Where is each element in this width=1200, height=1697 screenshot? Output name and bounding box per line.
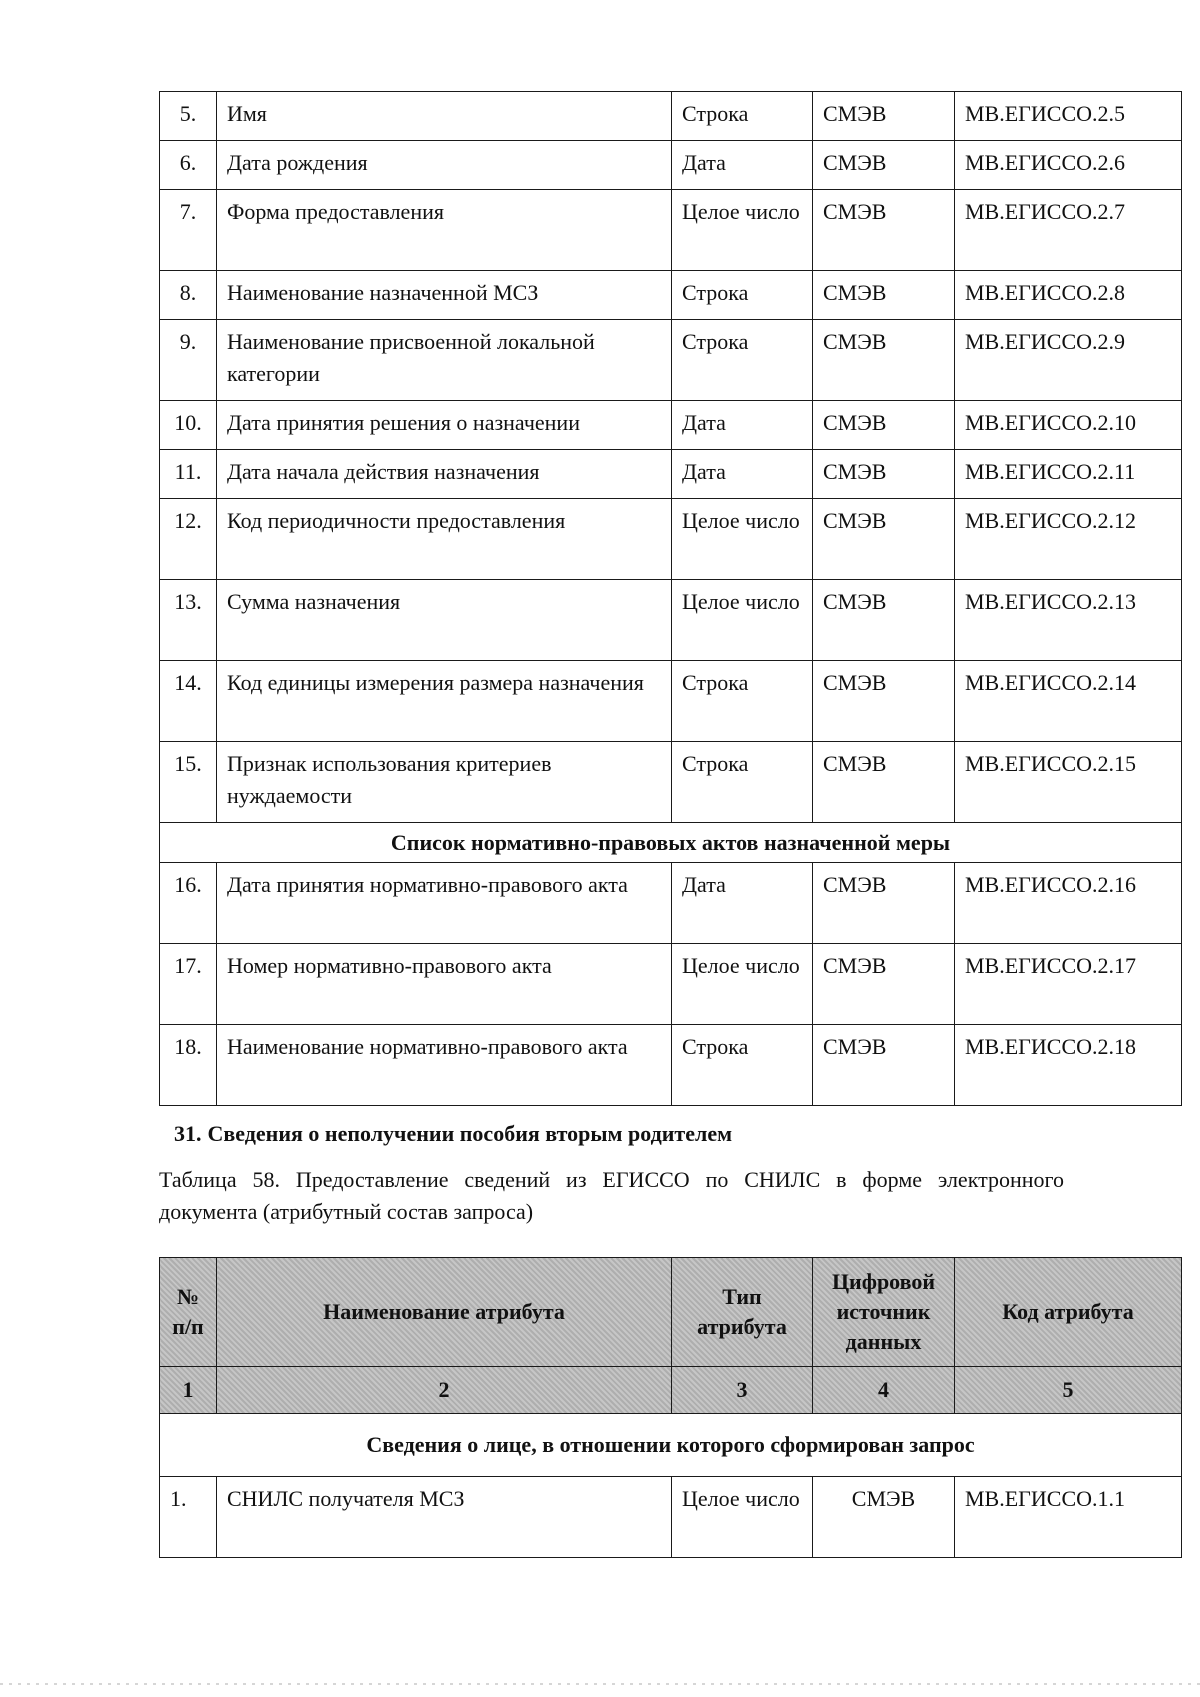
attribute-code: МВ.ЕГИССО.2.6 bbox=[955, 141, 1182, 190]
data-source: СМЭВ bbox=[813, 320, 955, 401]
attribute-code: МВ.ЕГИССО.2.5 bbox=[955, 92, 1182, 141]
table-row bbox=[160, 661, 1182, 742]
data-source: СМЭВ bbox=[813, 580, 955, 661]
table-row bbox=[160, 944, 1182, 1025]
attribute-name: Номер нормативно-правового акта bbox=[217, 944, 672, 1025]
table-row bbox=[160, 863, 1182, 944]
table-row bbox=[160, 141, 1182, 190]
attribute-name: Дата принятия нормативно-правового акта bbox=[217, 863, 672, 944]
data-source: СМЭВ bbox=[813, 499, 955, 580]
table-row bbox=[160, 450, 1182, 499]
table-row bbox=[160, 580, 1182, 661]
row-number: 8. bbox=[160, 271, 217, 320]
attribute-name: Код единицы измерения размера назначения bbox=[217, 661, 672, 742]
attribute-name: Наименование назначенной МСЗ bbox=[217, 271, 672, 320]
data-source: СМЭВ bbox=[813, 863, 955, 944]
table-row bbox=[160, 742, 1182, 823]
table-header-row bbox=[160, 1258, 1182, 1367]
table-caption-line-1: Таблица 58. Предоставление сведений из ЕГИССО по СНИЛС в форме электронного bbox=[159, 1167, 1064, 1192]
section-number: 31. bbox=[174, 1121, 202, 1146]
attribute-type: Целое число bbox=[672, 944, 813, 1025]
attribute-code: МВ.ЕГИССО.2.16 bbox=[955, 863, 1182, 944]
row-number: 6. bbox=[160, 141, 217, 190]
row-number: 11. bbox=[160, 450, 217, 499]
attribute-code: МВ.ЕГИССО.2.14 bbox=[955, 661, 1182, 742]
data-source: СМЭВ bbox=[813, 450, 955, 499]
section-heading bbox=[174, 1119, 732, 1149]
attribute-name: Признак использования критериев нуждаемости bbox=[217, 742, 672, 823]
attribute-code: МВ.ЕГИССО.2.15 bbox=[955, 742, 1182, 823]
attribute-name: Имя bbox=[217, 92, 672, 141]
row-number: 5. bbox=[160, 92, 217, 141]
attribute-code: МВ.ЕГИССО.2.11 bbox=[955, 450, 1182, 499]
data-source: СМЭВ bbox=[813, 141, 955, 190]
attribute-name: Форма предоставления bbox=[217, 190, 672, 271]
row-number: 9. bbox=[160, 320, 217, 401]
row-number: 16. bbox=[160, 863, 217, 944]
attribute-name: СНИЛС получателя МСЗ bbox=[217, 1477, 672, 1558]
table-caption-line-2: документа (атрибутный состав запроса) bbox=[159, 1199, 534, 1224]
table-row bbox=[160, 499, 1182, 580]
section-title: Сведения о лице, в отношении которого сформирован запрос bbox=[160, 1414, 1182, 1477]
table-row bbox=[160, 1477, 1182, 1558]
data-source: СМЭВ bbox=[813, 944, 955, 1025]
attribute-type: Дата bbox=[672, 863, 813, 944]
table-header-numbers-row bbox=[160, 1367, 1182, 1414]
attribute-type: Строка bbox=[672, 661, 813, 742]
row-number: 13. bbox=[160, 580, 217, 661]
attribute-type: Целое число bbox=[672, 499, 813, 580]
attribute-code: МВ.ЕГИССО.1.1 bbox=[955, 1477, 1182, 1558]
table-row bbox=[160, 320, 1182, 401]
attribute-type: Дата bbox=[672, 450, 813, 499]
attribute-type: Строка bbox=[672, 742, 813, 823]
table-row bbox=[160, 190, 1182, 271]
attribute-name: Сумма назначения bbox=[217, 580, 672, 661]
header-attribute-type: Тип атрибута bbox=[672, 1258, 813, 1367]
attribute-name: Наименование нормативно-правового акта bbox=[217, 1025, 672, 1106]
attribute-name: Дата рождения bbox=[217, 141, 672, 190]
attributes-table-continued bbox=[159, 91, 1182, 1106]
attribute-name: Код периодичности предоставления bbox=[217, 499, 672, 580]
row-number: 12. bbox=[160, 499, 217, 580]
table-row bbox=[160, 271, 1182, 320]
row-number: 10. bbox=[160, 401, 217, 450]
row-number: 18. bbox=[160, 1025, 217, 1106]
data-source: СМЭВ bbox=[813, 271, 955, 320]
table-section-row bbox=[160, 823, 1182, 863]
data-source: СМЭВ bbox=[813, 742, 955, 823]
row-number: 17. bbox=[160, 944, 217, 1025]
scan-edge-line bbox=[0, 1683, 1200, 1685]
attribute-name: Наименование присвоенной локальной категории bbox=[217, 320, 672, 401]
attribute-code: МВ.ЕГИССО.2.18 bbox=[955, 1025, 1182, 1106]
row-number: 7. bbox=[160, 190, 217, 271]
attribute-type: Строка bbox=[672, 92, 813, 141]
header-attribute-code: Код атрибута bbox=[955, 1258, 1182, 1367]
section-title: Список нормативно-правовых актов назначенной меры bbox=[160, 823, 1182, 863]
attribute-type: Строка bbox=[672, 1025, 813, 1106]
attribute-name: Дата принятия решения о назначении bbox=[217, 401, 672, 450]
request-attributes-table bbox=[159, 1257, 1182, 1558]
header-attribute-name: Наименование атрибута bbox=[217, 1258, 672, 1367]
attribute-name: Дата начала действия назначения bbox=[217, 450, 672, 499]
section-heading-text: Сведения о неполучении пособия вторым родителем bbox=[207, 1121, 733, 1146]
attribute-type: Целое число bbox=[672, 190, 813, 271]
attribute-type: Дата bbox=[672, 401, 813, 450]
data-source: СМЭВ bbox=[813, 190, 955, 271]
table-caption bbox=[159, 1164, 1064, 1228]
header-row-number: № п/п bbox=[160, 1258, 217, 1367]
header-number-cell: 5 bbox=[955, 1367, 1182, 1414]
attribute-code: МВ.ЕГИССО.2.9 bbox=[955, 320, 1182, 401]
attribute-code: МВ.ЕГИССО.2.13 bbox=[955, 580, 1182, 661]
table-row bbox=[160, 1025, 1182, 1106]
row-number: 1. bbox=[160, 1477, 217, 1558]
header-number-cell: 2 bbox=[217, 1367, 672, 1414]
attribute-code: МВ.ЕГИССО.2.10 bbox=[955, 401, 1182, 450]
attribute-code: МВ.ЕГИССО.2.17 bbox=[955, 944, 1182, 1025]
data-source: СМЭВ bbox=[813, 1477, 955, 1558]
attribute-code: МВ.ЕГИССО.2.8 bbox=[955, 271, 1182, 320]
data-source: СМЭВ bbox=[813, 92, 955, 141]
row-number: 14. bbox=[160, 661, 217, 742]
attribute-type: Дата bbox=[672, 141, 813, 190]
attribute-type: Целое число bbox=[672, 1477, 813, 1558]
data-source: СМЭВ bbox=[813, 661, 955, 742]
data-source: СМЭВ bbox=[813, 1025, 955, 1106]
data-source: СМЭВ bbox=[813, 401, 955, 450]
attribute-code: МВ.ЕГИССО.2.7 bbox=[955, 190, 1182, 271]
header-number-cell: 4 bbox=[813, 1367, 955, 1414]
attribute-type: Строка bbox=[672, 271, 813, 320]
header-number-cell: 3 bbox=[672, 1367, 813, 1414]
attribute-type: Строка bbox=[672, 320, 813, 401]
table-row bbox=[160, 92, 1182, 141]
attribute-type: Целое число bbox=[672, 580, 813, 661]
header-number-cell: 1 bbox=[160, 1367, 217, 1414]
attribute-code: МВ.ЕГИССО.2.12 bbox=[955, 499, 1182, 580]
header-data-source: Цифровой источник данных bbox=[813, 1258, 955, 1367]
table-row bbox=[160, 401, 1182, 450]
row-number: 15. bbox=[160, 742, 217, 823]
table-section-row bbox=[160, 1414, 1182, 1477]
